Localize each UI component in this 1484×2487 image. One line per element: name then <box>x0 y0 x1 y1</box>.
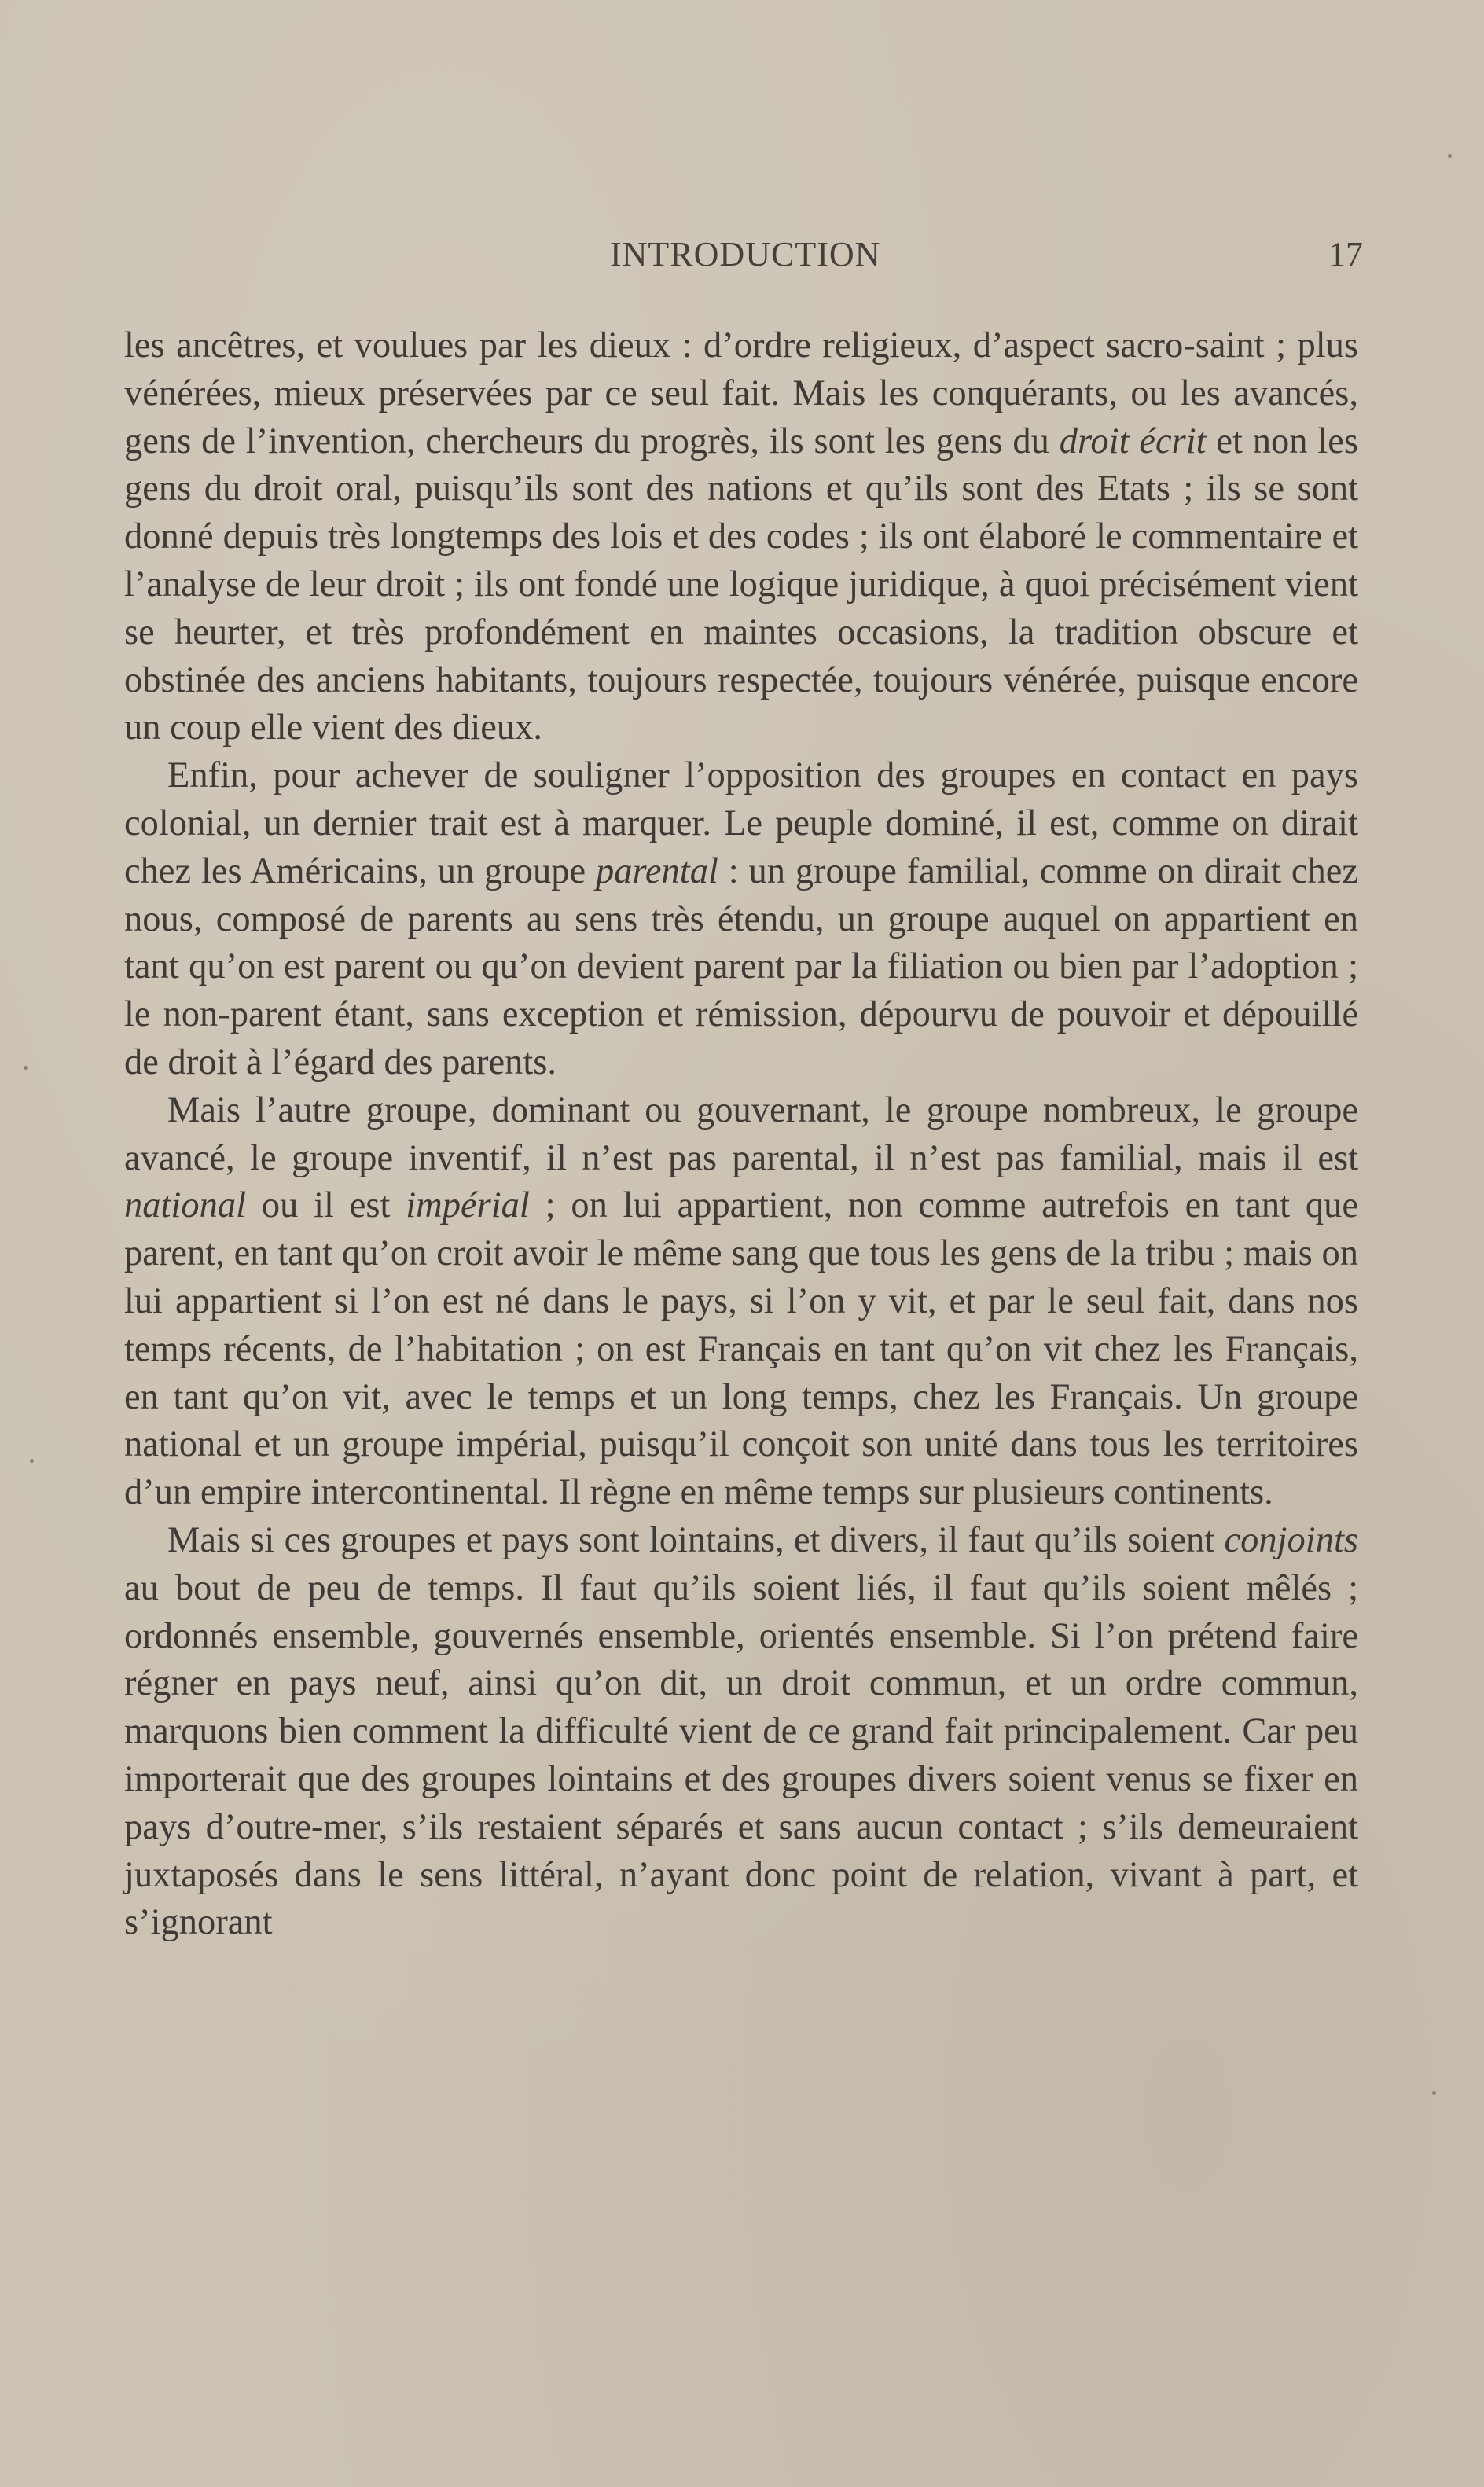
paragraph-text: les ancêtres, et voulues par les dieux : d’ordre religieux, d’aspect sacro-saint ; plus vénérées, mieux préservées par ce seul fait. Mais les conquérants, ou les avancés, gens de l’invention, chercheurs du progrès, ils sont les gens du <box>124 325 1358 461</box>
italic-term: droit écrit <box>1059 421 1207 461</box>
paragraph-text: : un groupe familial, comme on dirait chez nous, composé de parents au sens très étendu, un groupe auquel on appartient en tant qu’on est parent ou qu’on devient parent par la filiation ou bien par l’adoption ; le non-parent étant, sans exception et rémission, dépourvu de pouvoir et dépouillé de droit à l’égard des parents. <box>124 850 1358 1082</box>
italic-term: impérial <box>406 1185 530 1226</box>
paper-speck <box>1432 2091 1436 2095</box>
paragraph <box>124 322 1358 752</box>
paper-speck <box>30 1459 34 1463</box>
paragraph-text: Mais si ces groupes et pays sont lointains, et divers, il faut qu’ils soient <box>167 1519 1225 1560</box>
paper-speck <box>1448 154 1452 158</box>
paragraph-text: et non les gens du droit oral, puisqu’ils sont des nations et qu’ils sont des Etats ; ils se sont donné depuis très longtemps des lois et des codes ; ils ont élaboré le commentaire et l’analyse de leur droit ; ils ont fondé une logique juridique, à quoi précisément vient se heurter, et très profondément en maintes occasions, la tradition obscure et obstinée des anciens habitants, toujours respectée, toujours vénérée, puisque encore un coup elle vient des dieux. <box>124 421 1359 748</box>
italic-term: conjoints <box>1224 1519 1358 1560</box>
running-head <box>0 234 1484 281</box>
paragraph <box>124 752 1358 1087</box>
paragraph-text: Enfin, pour achever de souligner l’opposition des groupes en contact en pays colonial, un dernier trait est à marquer. Le peuple dominé, il est, comme on dirait chez les Américains, un groupe <box>124 755 1358 891</box>
paragraph-text: Mais l’autre groupe, dominant ou gouvernant, le groupe nombreux, le groupe avancé, le groupe inventif, il n’est pas parental, il n’est pas familial, mais il est <box>124 1089 1358 1178</box>
paragraph-text: au bout de peu de temps. Il faut qu’ils soient liés, il faut qu’ils soient mêlés ; ordonnés ensemble, gouvernés ensemble, orientés ensemble. Si l’on prétend faire régner en pays neuf, ainsi qu’on dit, un droit commun, et un ordre commun, marquons bien comment la difficulté vient de ce grand fait principalement. Car peu importerait que des groupes lointains et des groupes divers soient venus se fixer en pays d’outre-mer, s’ils restaient séparés et sans aucun contact ; s’ils demeuraient juxtaposés dans le sens littéral, n’ayant donc point de relation, vivant à part, et s’ignorant <box>124 1567 1358 1943</box>
italic-term: parental <box>596 850 718 891</box>
paragraph-text: ; on lui appartient, non comme autrefois en tant que parent, en tant qu’on croit avoir le même sang que tous les gens de la tribu ; mais on lui appartient si l’on est né dans le pays, si l’on y vit, et par le seul fait, dans nos temps récents, de l’habitation ; on est Français en tant qu’on vit chez les Français, en tant qu’on vit, avec le temps et un long temps, chez les Français. Un groupe national et un groupe impérial, puisqu’il conçoit son unité dans tous les territoires d’un empire intercontinental. Il règne en même temps sur plusieurs continents. <box>124 1185 1358 1513</box>
body-text <box>124 322 1358 1947</box>
running-title: INTRODUCTION <box>610 235 881 274</box>
italic-term: national <box>124 1185 247 1226</box>
page-number: 17 <box>1328 235 1363 274</box>
paragraph <box>124 1517 1358 1947</box>
paragraph-text: ou il est <box>246 1185 406 1226</box>
paragraph <box>124 1087 1358 1517</box>
paper-speck <box>24 1066 28 1070</box>
